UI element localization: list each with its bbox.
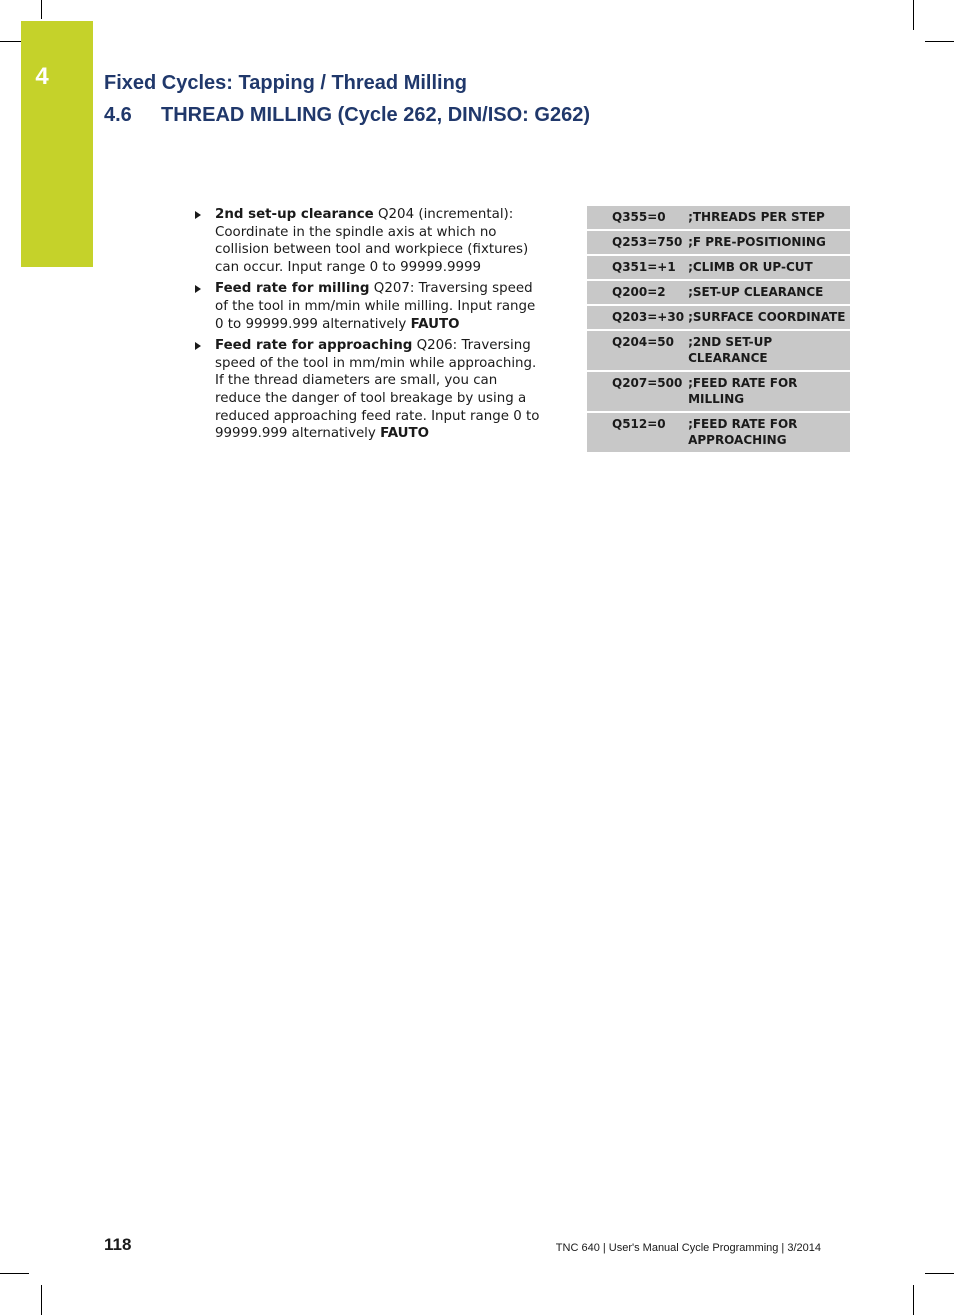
- crop-mark: [925, 1273, 954, 1274]
- q-param: Q200=2: [587, 280, 688, 305]
- q-comment: ;FEED RATE FOR APPROACHING: [688, 412, 850, 453]
- q-comment: ;FEED RATE FOR MILLING: [688, 371, 850, 412]
- page-number: 118: [104, 1235, 132, 1254]
- param-text: Q204 (incremental): Coordinate in the spindle axis at which no collision between tool and workpiece (fixtures) can occur. Input range 0 to 99999.9999: [215, 207, 529, 275]
- table-row: [587, 305, 850, 330]
- q-comment: ;THREADS PER STEP: [688, 206, 850, 230]
- crop-mark: [913, 0, 914, 30]
- table-row: [587, 255, 850, 280]
- q-param: Q207=500: [587, 371, 688, 412]
- param-keyword: FAUTO: [380, 426, 430, 442]
- param-text: Q206: Traversing speed of the tool in mm/min while approaching. If the thread diameters are small, you can reduce the danger of tool breakage by using a reduced approaching feed rate. Input range 0 to 99999.999 alternatively: [215, 338, 540, 442]
- chapter-title: Fixed Cycles: Tapping / Thread Milling: [104, 72, 468, 94]
- param-name: 2nd set-up clearance: [215, 207, 374, 222]
- table-row: [587, 412, 850, 453]
- q-param: Q203=+30: [587, 305, 688, 330]
- nc-program-table: [587, 206, 850, 454]
- q-param: Q204=50: [587, 330, 688, 371]
- section-title: THREAD MILLING (Cycle 262, DIN/ISO: G262): [161, 104, 590, 126]
- bullet-arrow-icon: [195, 285, 201, 293]
- q-comment: ;F PRE-POSITIONING: [688, 230, 850, 255]
- crop-mark: [0, 41, 21, 42]
- q-param: Q253=750: [587, 230, 688, 255]
- bullet-arrow-icon: [195, 342, 201, 350]
- q-param: Q355=0: [587, 206, 688, 230]
- table-row: [587, 330, 850, 371]
- table-row: [587, 371, 850, 412]
- q-param: Q512=0: [587, 412, 688, 453]
- crop-mark: [913, 1285, 914, 1315]
- param-item: [195, 206, 545, 276]
- q-param: Q351=+1: [587, 255, 688, 280]
- section-number: 4.6: [104, 104, 132, 126]
- crop-mark: [41, 0, 42, 19]
- param-keyword: FAUTO: [410, 316, 460, 332]
- param-text: Q207: Traversing speed of the tool in mm/min while milling. Input range 0 to 99999.999 alternatively: [215, 281, 536, 332]
- chapter-number: 4: [35, 63, 49, 90]
- table-row: [587, 230, 850, 255]
- crop-mark: [925, 41, 954, 42]
- param-name: Feed rate for approaching: [215, 338, 413, 354]
- param-name: Feed rate for milling: [215, 281, 370, 297]
- crop-mark: [41, 1285, 42, 1315]
- footer-info: TNC 640 | User's Manual Cycle Programming | 3/2014: [555, 1242, 821, 1254]
- q-comment: ;SET-UP CLEARANCE: [688, 280, 850, 305]
- q-comment: ;CLIMB OR UP-CUT: [688, 255, 850, 280]
- chapter-tab: [21, 21, 93, 267]
- table-row: [587, 280, 850, 305]
- parameter-list: [195, 206, 545, 447]
- crop-mark: [0, 1273, 29, 1274]
- param-item: [195, 280, 545, 333]
- q-comment: ;2ND SET-UP CLEARANCE: [688, 330, 850, 371]
- table-row: [587, 206, 850, 230]
- bullet-arrow-icon: [195, 211, 201, 219]
- q-comment: ;SURFACE COORDINATE: [688, 305, 850, 330]
- section-heading: [104, 104, 590, 127]
- param-item: [195, 337, 545, 443]
